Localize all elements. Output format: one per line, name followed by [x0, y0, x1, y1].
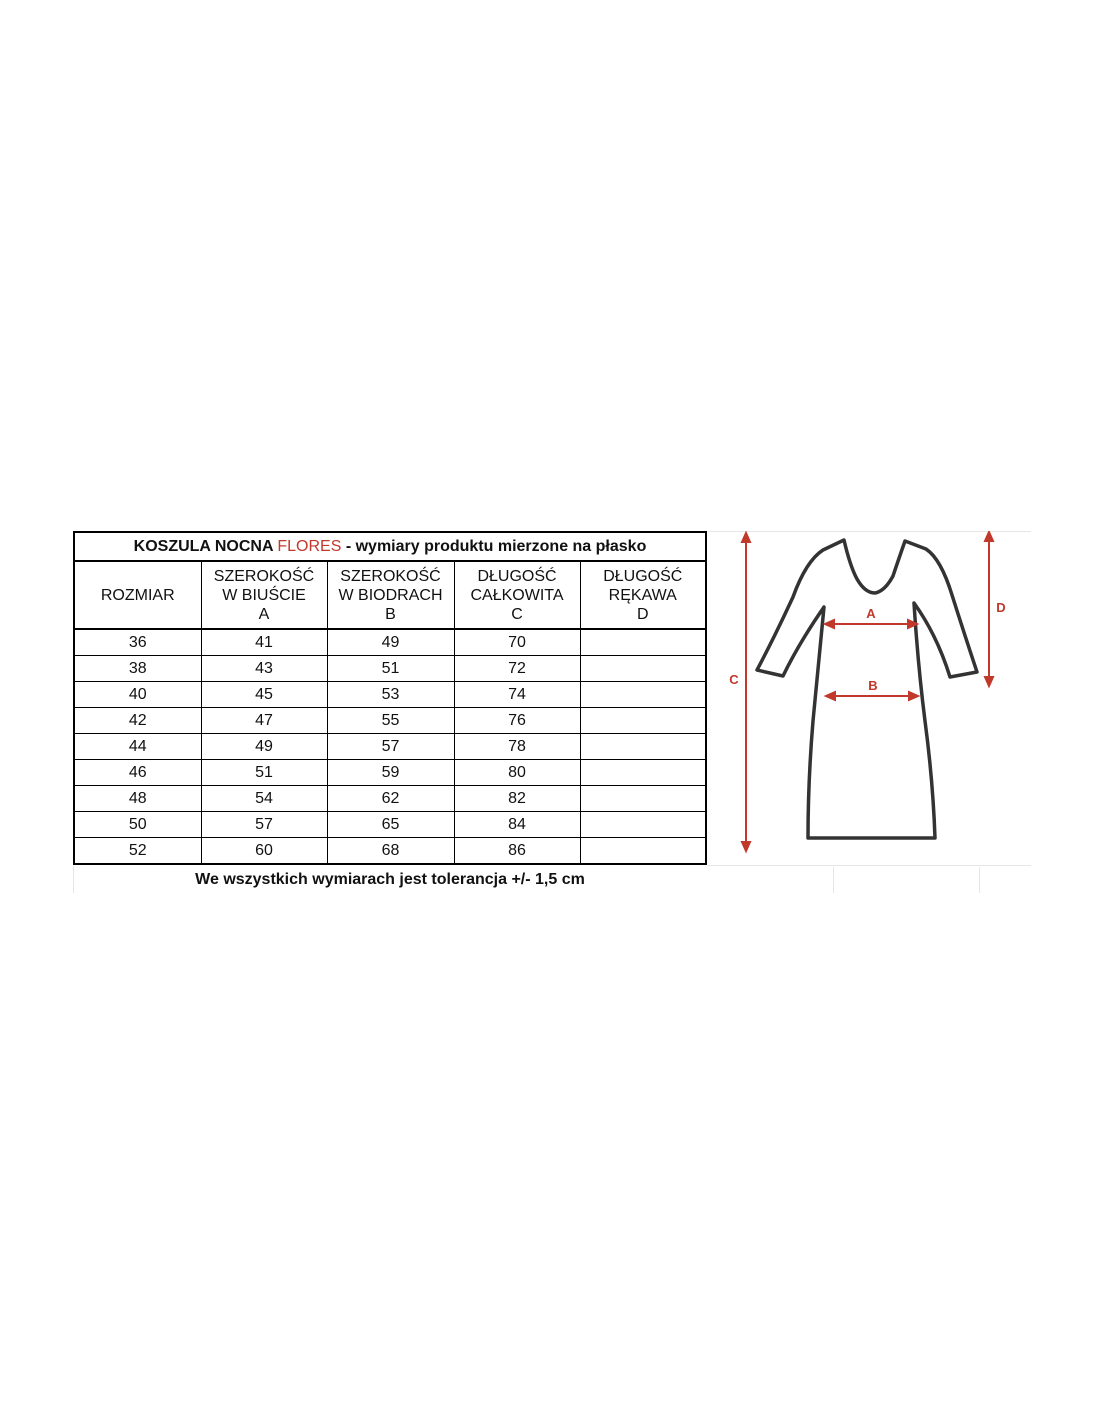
- table-cell: 72: [454, 656, 580, 682]
- table-cell: 65: [327, 812, 454, 838]
- size-table: [73, 531, 707, 865]
- table-cell: 74: [454, 682, 580, 708]
- table-cell: [580, 656, 706, 682]
- arrow-c: [742, 533, 750, 851]
- column-header: [201, 561, 327, 629]
- table-cell: [580, 812, 706, 838]
- column-header-line: RĘKAWA: [608, 586, 677, 604]
- table-cell: 42: [74, 708, 201, 734]
- table-cell: [580, 786, 706, 812]
- label-d: D: [996, 600, 1006, 615]
- table-row: [74, 656, 706, 682]
- table-cell: 41: [201, 629, 327, 656]
- arrow-d: [985, 532, 993, 686]
- table-row: [74, 682, 706, 708]
- table-cell: 80: [454, 760, 580, 786]
- table-cell: 46: [74, 760, 201, 786]
- table-cell: 49: [327, 629, 454, 656]
- table-cell: 84: [454, 812, 580, 838]
- table-row: [74, 629, 706, 656]
- table-cell: 51: [327, 656, 454, 682]
- table-cell: 68: [327, 838, 454, 865]
- table-cell: 70: [454, 629, 580, 656]
- label-c: C: [729, 672, 739, 687]
- table-cell: 57: [201, 812, 327, 838]
- table-cell: 44: [74, 734, 201, 760]
- column-header-line: SZEROKOŚĆ: [213, 567, 315, 585]
- arrow-a: [825, 620, 917, 628]
- column-header-line: W BIODRACH: [338, 586, 443, 604]
- column-header: [580, 561, 706, 629]
- table-cell: 43: [201, 656, 327, 682]
- arrow-b: [826, 692, 918, 700]
- table-cell: [580, 708, 706, 734]
- table-title: [74, 532, 706, 561]
- table-cell: 47: [201, 708, 327, 734]
- table-cell: 53: [327, 682, 454, 708]
- title-prefix: KOSZULA NOCNA: [133, 537, 278, 555]
- table-row: [74, 838, 706, 865]
- column-header-line: D: [636, 605, 649, 623]
- table-cell: 82: [454, 786, 580, 812]
- table-row: [74, 786, 706, 812]
- tolerance-note: We wszystkich wymiarach jest tolerancja +/- 1,5 cm: [195, 871, 585, 888]
- column-header-line: SZEROKOŚĆ: [340, 567, 441, 585]
- column-header: [74, 561, 201, 629]
- table-row: [74, 760, 706, 786]
- table-cell: 57: [327, 734, 454, 760]
- table-cell: 40: [74, 682, 201, 708]
- table-cell: 50: [74, 812, 201, 838]
- size-chart: [73, 531, 1031, 893]
- table-cell: 76: [454, 708, 580, 734]
- header-row: [74, 561, 706, 629]
- column-header-line: W BIUŚCIE: [222, 586, 306, 604]
- table-row: [74, 708, 706, 734]
- table-body: [74, 629, 706, 864]
- table-cell: 55: [327, 708, 454, 734]
- label-b: B: [868, 678, 878, 693]
- column-header-line: DŁUGOŚĆ: [477, 567, 557, 585]
- table-cell: 48: [74, 786, 201, 812]
- table-cell: [580, 838, 706, 865]
- table-cell: 51: [201, 760, 327, 786]
- column-header-line: DŁUGOŚĆ: [603, 567, 683, 585]
- label-a: A: [866, 606, 876, 621]
- column-header: [454, 561, 580, 629]
- table-cell: 38: [74, 656, 201, 682]
- table-cell: [580, 760, 706, 786]
- column-header-line: A: [258, 605, 270, 623]
- column-header-line: C: [511, 605, 523, 623]
- table-cell: 86: [454, 838, 580, 865]
- table-cell: 62: [327, 786, 454, 812]
- table-cell: 49: [201, 734, 327, 760]
- column-header-line: CAŁKOWITA: [470, 586, 564, 604]
- nightgown-diagram: [707, 531, 1031, 876]
- title-brand: FLORES: [277, 537, 342, 555]
- table-cell: [580, 682, 706, 708]
- table-cell: 45: [201, 682, 327, 708]
- table-row: [74, 734, 706, 760]
- column-header-line: ROZMIAR: [100, 586, 175, 604]
- table-cell: 36: [74, 629, 201, 656]
- table-cell: [580, 734, 706, 760]
- table-cell: 52: [74, 838, 201, 865]
- table-cell: 54: [201, 786, 327, 812]
- title-suffix: - wymiary produktu mierzone na płasko: [341, 537, 647, 555]
- table-row: [74, 812, 706, 838]
- nightgown-outline: [757, 540, 977, 838]
- table-cell: 60: [201, 838, 327, 865]
- table-cell: 78: [454, 734, 580, 760]
- table-cell: 59: [327, 760, 454, 786]
- column-header: [327, 561, 454, 629]
- column-header-line: B: [385, 605, 396, 623]
- table-cell: [580, 629, 706, 656]
